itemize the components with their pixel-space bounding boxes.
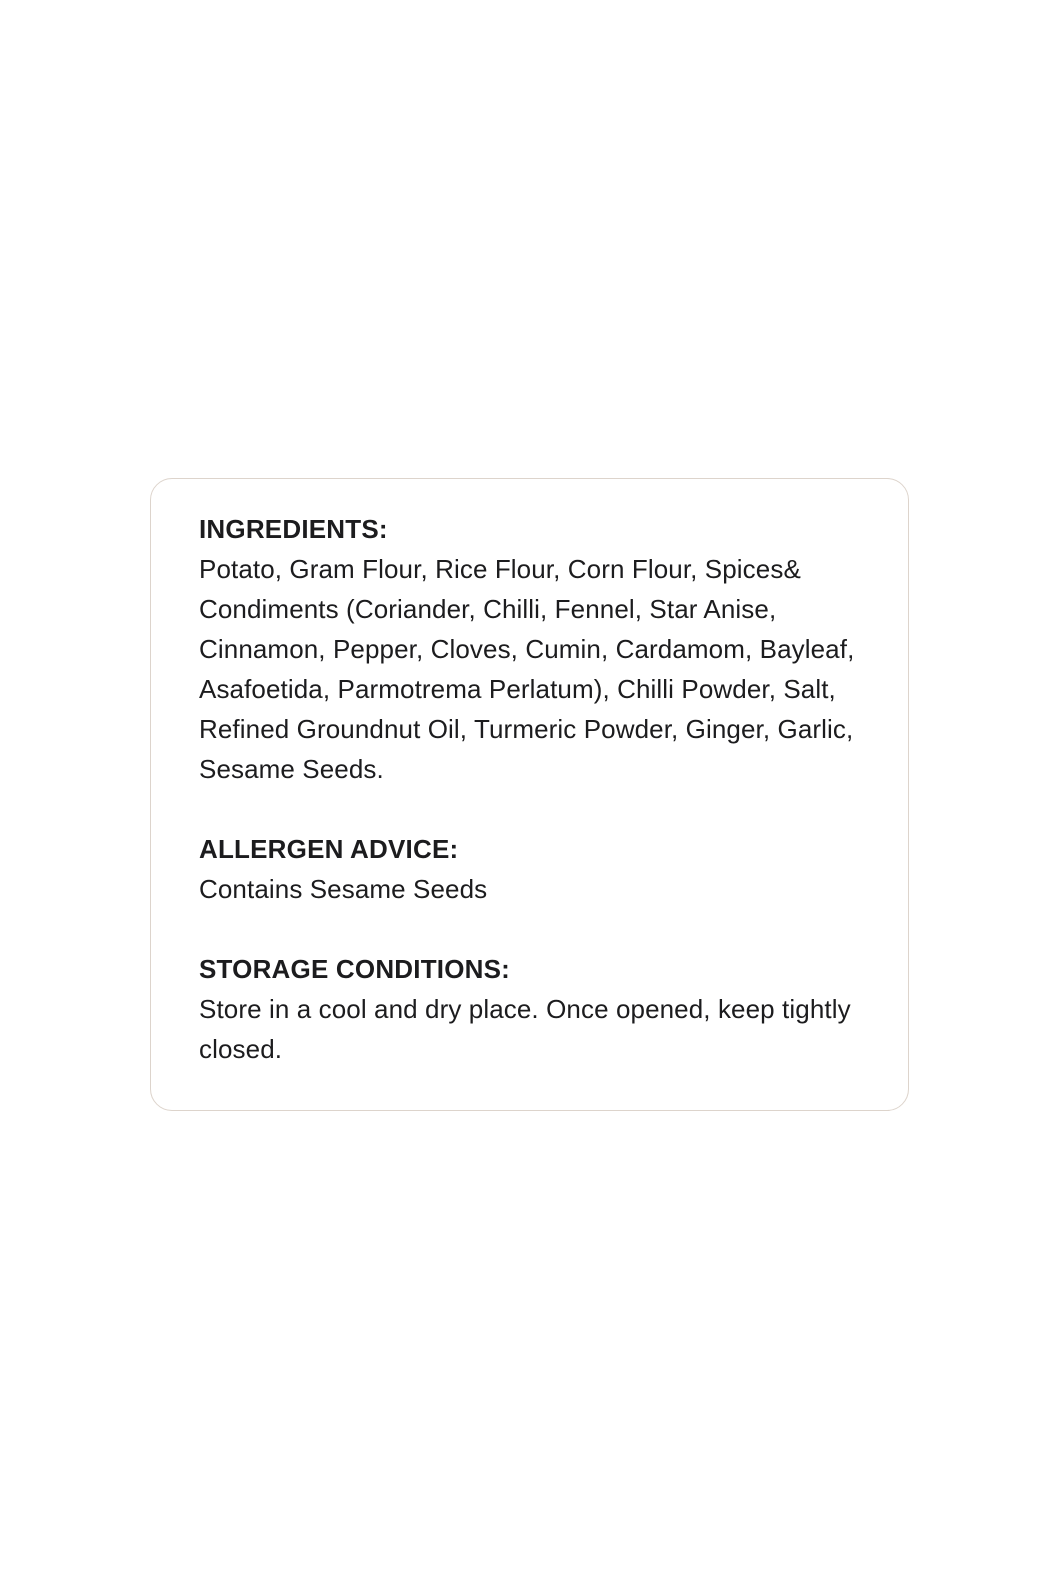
ingredients-section — [199, 509, 860, 789]
allergen-advice-text: Contains Sesame Seeds — [199, 874, 488, 904]
allergen-advice-section — [199, 829, 860, 909]
allergen-advice-heading: ALLERGEN ADVICE: — [199, 834, 459, 864]
ingredients-text: Potato, Gram Flour, Rice Flour, Corn Flour, Spices& Condiments (Coriander, Chilli, Fennel, Star Anise, Cinnamon, Pepper, Cloves, Cumin, Cardamom, Bayleaf, Asafoetida, Parmotrema Perlatum), Chilli Powder, Salt, Refined Groundnut Oil, Turmeric Powder, Ginger, Garlic, Sesame Seeds. — [199, 554, 855, 784]
storage-conditions-heading: STORAGE CONDITIONS: — [199, 954, 511, 984]
product-info-card — [150, 478, 909, 1111]
ingredients-heading: INGREDIENTS: — [199, 514, 388, 544]
storage-conditions-text: Store in a cool and dry place. Once opened, keep tightly closed. — [199, 994, 851, 1064]
storage-conditions-section — [199, 949, 860, 1069]
